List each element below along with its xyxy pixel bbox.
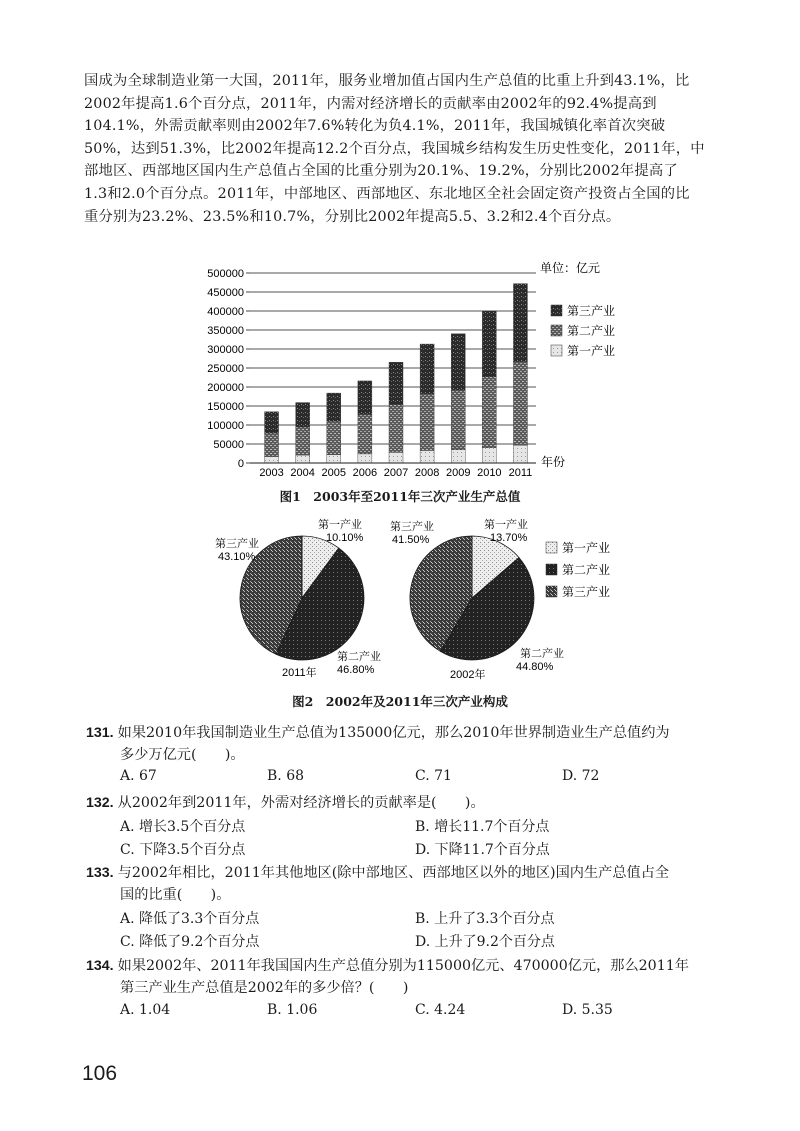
stacked-bar-chart [200, 255, 640, 485]
legend-label: 第三产业 [562, 585, 611, 599]
legend-label: 第一产业 [562, 541, 611, 555]
pie-charts [200, 514, 630, 684]
question-text-cont: 第三产业生产总值是2002年的多少倍？( ) [120, 980, 409, 996]
question-text-cont: 国的比重( )。 [120, 887, 231, 903]
question-text: 如果2002年、2011年我国国内生产总值分别为115000亿元、470000亿元，那么2011年 [117, 958, 689, 974]
pie-2011-primary-pct: 10.10% [326, 532, 364, 544]
pie-2002-tertiary-name: 第三产业 [390, 521, 434, 533]
bar-segment-primary [296, 455, 310, 463]
option-b[interactable]: B. 上升了3.3个百分点 [415, 911, 555, 927]
question-132 [86, 792, 756, 814]
paragraph-line: 2002年提高1.6个百分点，2011年，内需对经济增长的贡献率由2002年的92.4%提高到 [84, 95, 657, 112]
pie-2011-tertiary-pct: 43.10% [218, 551, 256, 563]
bar-segment-tertiary [296, 403, 310, 427]
legend-swatch-secondary [551, 325, 562, 336]
y-tick-label: 350000 [207, 325, 244, 337]
question-number: 131. [86, 725, 114, 741]
options-131 [120, 768, 760, 790]
legend-swatch-secondary [546, 564, 557, 575]
legend-label: 第三产业 [567, 304, 616, 318]
question-134-cont [120, 977, 790, 999]
y-tick-label: 100000 [207, 420, 244, 432]
options-132-row2 [120, 839, 760, 861]
options-133-row2 [120, 931, 760, 953]
bar-segment-secondary [482, 377, 496, 448]
x-tick-label: 2008 [414, 467, 440, 479]
x-tick-label: 2010 [477, 467, 502, 479]
chart-legend [551, 303, 615, 358]
bar-segment-tertiary [358, 381, 372, 414]
question-text: 如果2010年我国制造业生产总值为135000亿元，那么2010年世界制造业生产总值约为 [117, 725, 670, 741]
pie-legend [546, 540, 610, 599]
bar-segment-tertiary [420, 344, 434, 394]
pie-2011-year: 2011年 [282, 667, 317, 679]
options-132 [120, 816, 760, 838]
bar-segment-primary [389, 452, 403, 463]
option-b[interactable]: B. 1.06 [267, 1002, 318, 1018]
question-text-cont: 多少万亿元( )。 [120, 747, 245, 763]
paragraph-line: 1.3和2.0个百分点。2011年，中部地区、西部地区、东北地区全社会固定资产投资占全国的比 [84, 185, 690, 202]
option-d[interactable]: D. 下降11.7个百分点 [415, 842, 550, 858]
legend-label: 第二产业 [562, 563, 611, 577]
options-133 [120, 908, 760, 930]
paragraph-line: 50%，达到51.3%，比2002年提高12.2个百分点，我国城乡结构发生历史性变化，2011年，中 [84, 140, 705, 157]
unit-label: 单位：亿元 [540, 261, 601, 275]
bar-segment-primary [327, 455, 341, 463]
x-tick-label: 2009 [445, 467, 471, 479]
option-b[interactable]: B. 68 [267, 768, 305, 784]
body-paragraph [84, 70, 752, 228]
pie-2011-primary-name: 第一产业 [318, 519, 362, 531]
bar-segment-primary [451, 450, 465, 463]
bar-segment-tertiary [451, 334, 465, 390]
legend-swatch-tertiary [551, 305, 562, 316]
y-tick-label: 400000 [207, 306, 244, 318]
option-c[interactable]: C. 降低了9.2个百分点 [120, 934, 260, 950]
x-tick-label: 2006 [352, 467, 378, 479]
bar-segment-tertiary [482, 311, 496, 377]
pie-2002-secondary-name: 第二产业 [520, 648, 564, 660]
paragraph-line: 104.1%，外需贡献率则由2002年7.6%转化为负4.1%，2011年，我国城镇化率首次突破 [84, 118, 666, 135]
y-tick-label: 500000 [207, 268, 244, 280]
paragraph-line: 部地区、西部地区国内生产总值占全国的比重分别为20.1%、19.2%，分别比2002年提高了 [84, 163, 678, 180]
y-tick-label: 450000 [207, 287, 244, 299]
paragraph-line: 重分别为23.2%、23.5%和10.7%，分别比2002年提高5.5、3.2和2.4个百分点。 [84, 208, 621, 225]
x-tick-label: 2011 [508, 467, 533, 479]
bar-segment-secondary [358, 414, 372, 454]
question-133-cont [120, 884, 790, 906]
bar-segment-tertiary [265, 412, 279, 433]
pie-2002-year: 2002年 [450, 669, 486, 681]
bar-segment-tertiary [389, 362, 403, 404]
figure1-caption: 图1 2003年至2011年三次产业生产总值 [279, 489, 521, 504]
y-tick-label: 50000 [213, 439, 244, 451]
bar-segment-primary [265, 457, 279, 463]
bar-segment-secondary [420, 394, 434, 451]
question-number: 133. [86, 865, 114, 881]
question-number: 132. [86, 795, 114, 811]
question-text: 与2002年相比，2011年其他地区(除中部地区、西部地区以外的地区)国内生产总值占全 [117, 865, 670, 881]
option-d[interactable]: D. 72 [562, 768, 600, 784]
legend-swatch-primary [546, 542, 557, 553]
option-d[interactable]: D. 上升了9.2个百分点 [415, 934, 555, 950]
page-number: 106 [82, 1062, 118, 1085]
option-c[interactable]: C. 71 [415, 768, 452, 784]
pie-2002-tertiary-pct: 41.50% [392, 534, 430, 546]
figure2-caption: 图2 2002年及2011年三次产业构成 [292, 694, 508, 709]
bar-segment-secondary [296, 427, 310, 455]
x-axis-label: 年份 [541, 455, 566, 469]
y-tick-label: 300000 [207, 344, 244, 356]
bar-segment-tertiary [513, 284, 527, 362]
legend-swatch-tertiary [546, 586, 557, 597]
options-134 [120, 1002, 760, 1024]
question-text: 从2002年到2011年，外需对经济增长的贡献率是( )。 [117, 795, 485, 811]
x-tick-label: 2007 [383, 467, 409, 479]
bar-segment-secondary [327, 421, 341, 454]
question-number: 134. [86, 958, 114, 974]
pie-2011-tertiary-name: 第三产业 [215, 538, 259, 550]
option-a[interactable]: A. 67 [120, 768, 157, 784]
option-d[interactable]: D. 5.35 [562, 1002, 613, 1018]
legend-label: 第一产业 [567, 344, 616, 358]
pie-2011-secondary-pct: 46.80% [337, 664, 375, 676]
option-a[interactable]: A. 1.04 [120, 1002, 171, 1018]
pie-2002-primary-name: 第一产业 [484, 519, 528, 531]
bar-segment-tertiary [327, 393, 341, 421]
option-a[interactable]: A. 降低了3.3个百分点 [120, 911, 260, 927]
y-tick-label: 250000 [207, 363, 244, 375]
question-131-cont [120, 744, 790, 766]
bar-segment-primary [358, 454, 372, 463]
y-tick-label: 150000 [207, 401, 244, 413]
pie-2011-secondary-name: 第二产业 [337, 651, 381, 663]
bar-segment-primary [420, 450, 434, 463]
x-tick-label: 2003 [259, 467, 284, 479]
pie-2002-secondary-pct: 44.80% [516, 661, 554, 673]
y-tick-label: 0 [237, 458, 244, 470]
option-b[interactable]: B. 增长11.7个百分点 [415, 819, 550, 835]
paragraph-line: 国成为全球制造业第一大国，2011年，服务业增加值占国内生产总值的比重上升到43.1%，比 [84, 73, 690, 89]
legend-label: 第二产业 [567, 324, 616, 338]
bar-segment-secondary [389, 404, 403, 452]
option-a[interactable]: A. 增长3.5个百分点 [120, 819, 246, 835]
bar-segment-secondary [265, 433, 279, 457]
pie-2002-primary-pct: 13.70% [490, 532, 528, 544]
option-c[interactable]: C. 4.24 [415, 1002, 466, 1018]
option-c[interactable]: C. 下降3.5个百分点 [120, 842, 246, 858]
legend-swatch-primary [551, 345, 562, 356]
x-tick-label: 2005 [321, 467, 347, 479]
y-tick-label: 200000 [207, 382, 244, 394]
bar-segment-primary [513, 445, 527, 463]
question-133 [86, 862, 756, 884]
question-134 [86, 955, 756, 977]
x-tick-label: 2004 [290, 467, 315, 479]
bar-segment-secondary [451, 390, 465, 450]
bar-segment-primary [482, 448, 496, 463]
bar-segment-secondary [513, 362, 527, 446]
question-131 [86, 722, 756, 744]
